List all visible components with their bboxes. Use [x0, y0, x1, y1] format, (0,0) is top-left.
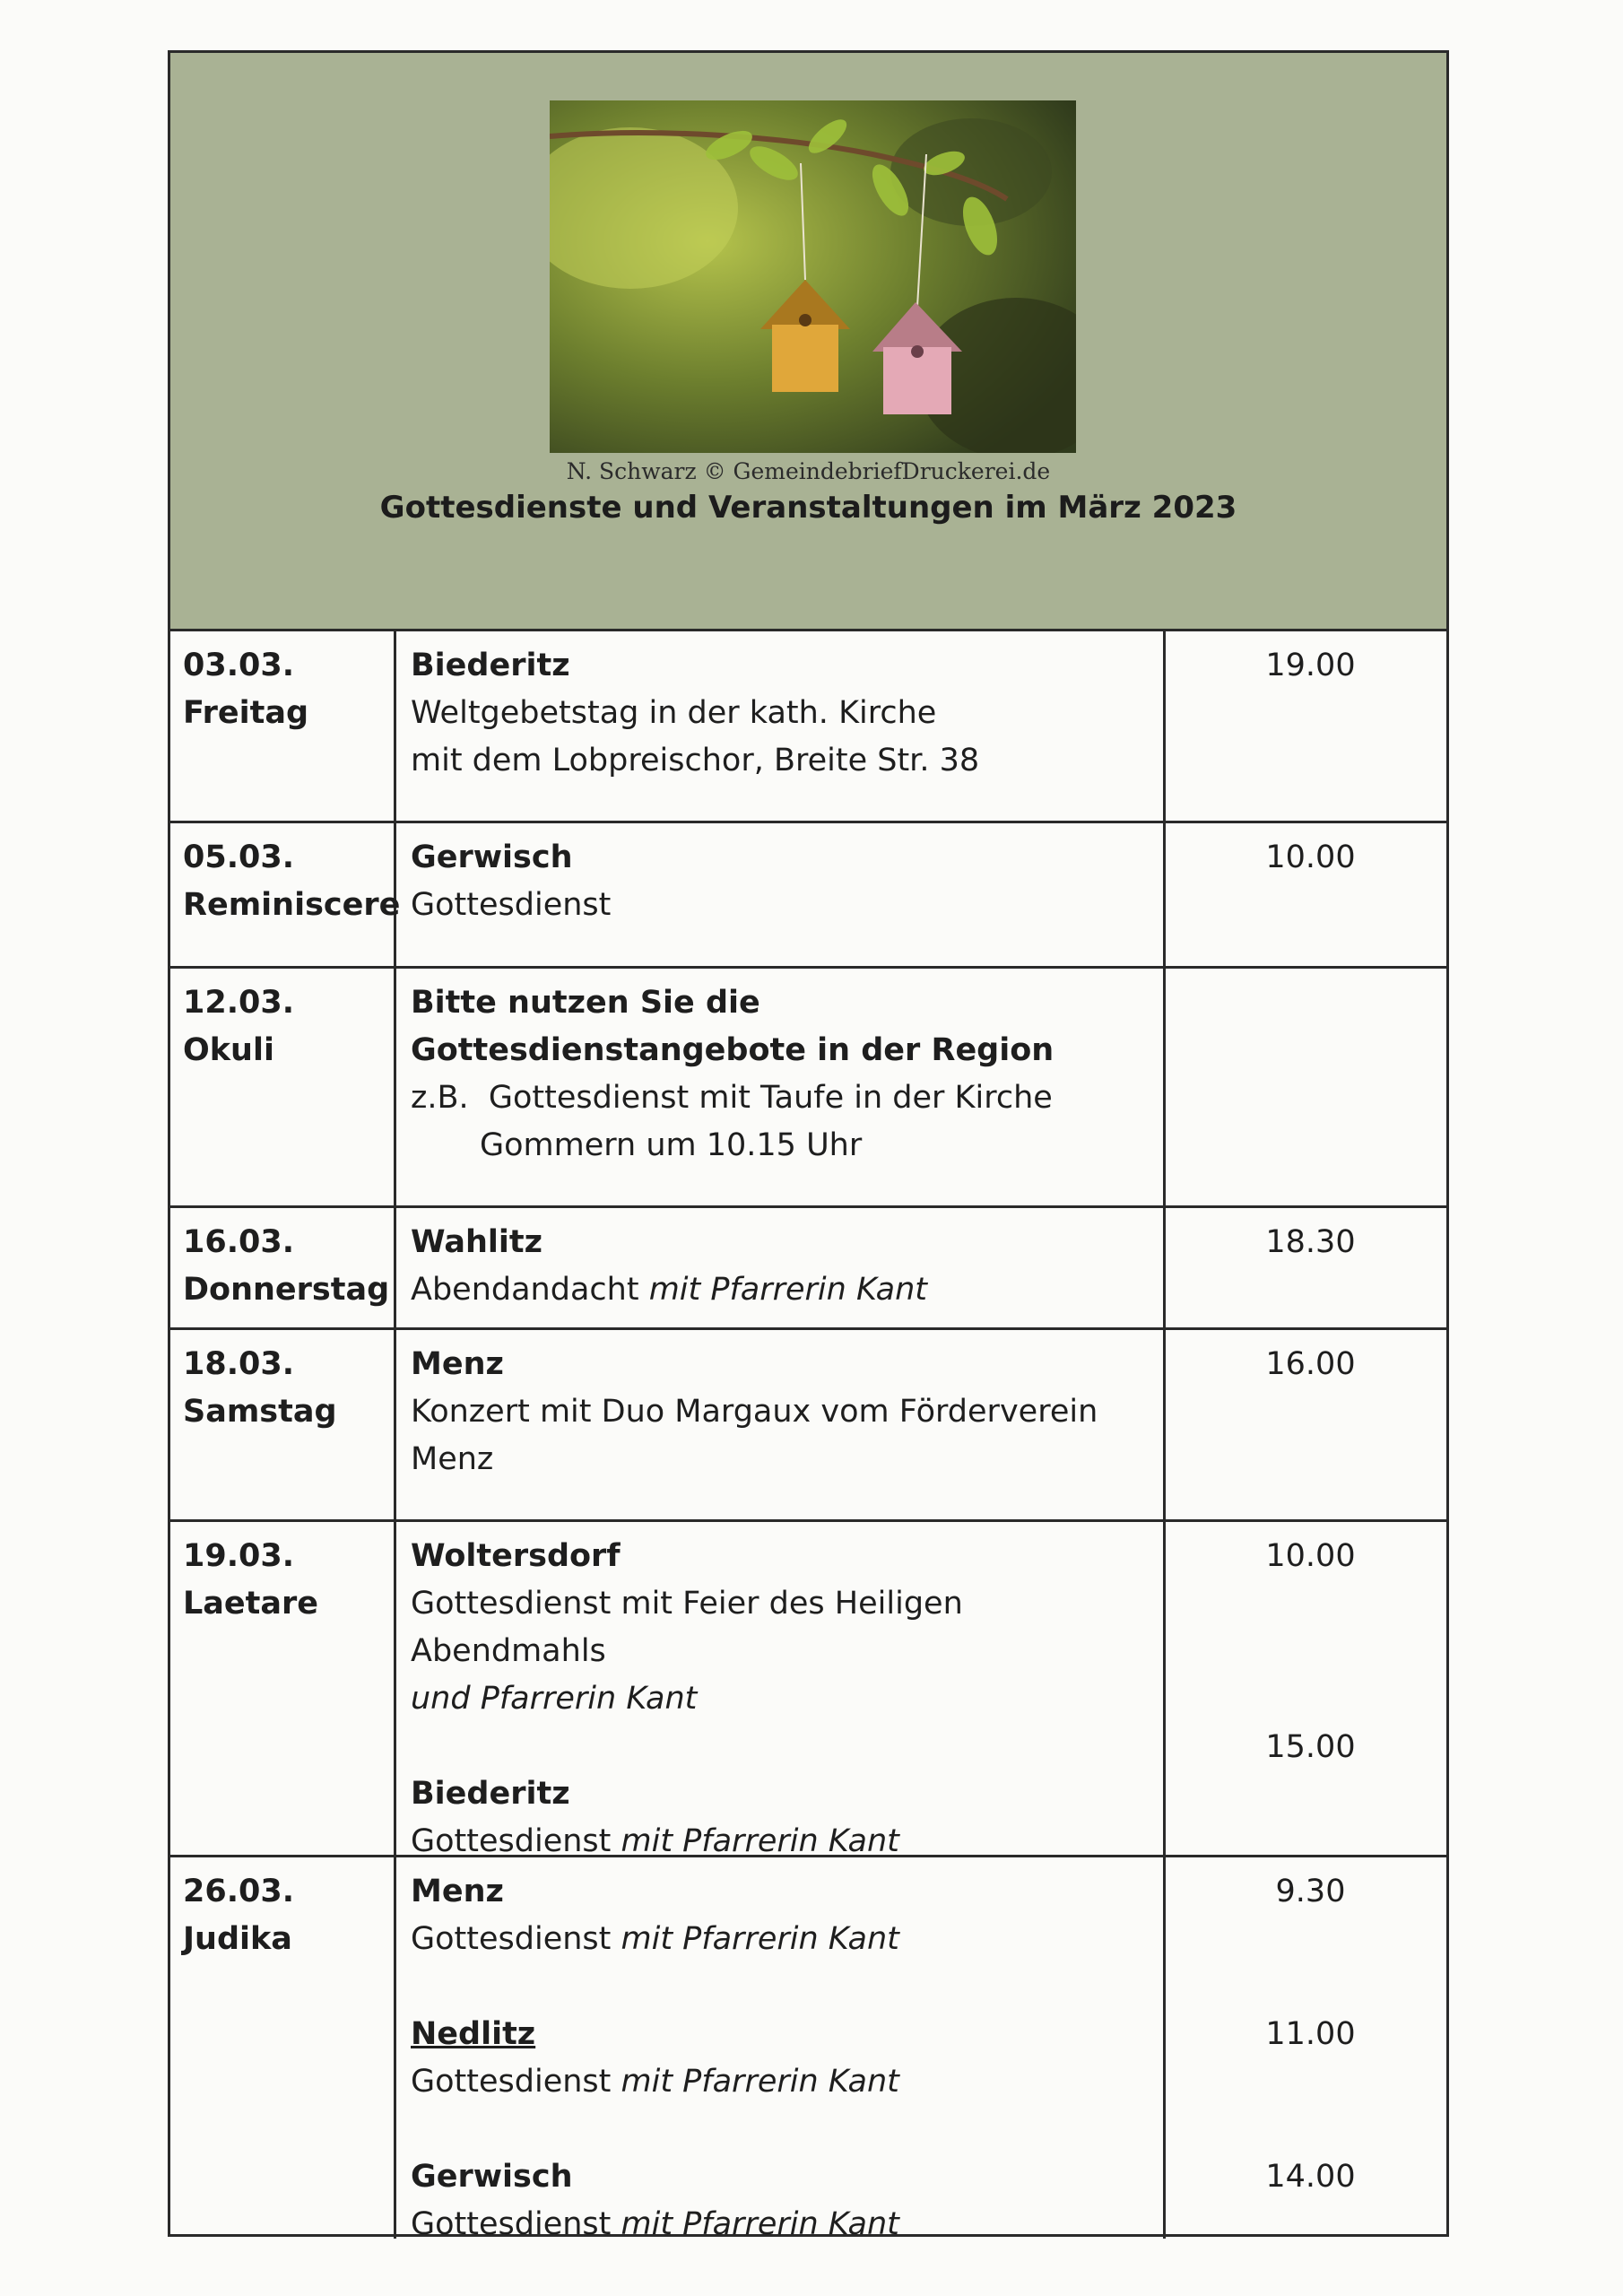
notice-heading: Bitte nutzen Sie die [411, 985, 760, 1021]
table-row [170, 1522, 1446, 1857]
header-panel [170, 53, 1446, 631]
date-cell [170, 1857, 396, 2239]
date: 26.03. [183, 1874, 295, 1909]
time: 10.00 [1265, 839, 1356, 875]
time: 18.30 [1265, 1224, 1356, 1260]
weekday: Samstag [183, 1394, 337, 1430]
pastor-note: mit Pfarrerin Kant [621, 2064, 899, 2100]
weekday: Freitag [183, 695, 309, 731]
time: 10.00 [1265, 1538, 1356, 1574]
event-cell [396, 1857, 1166, 2242]
notice-heading: Gottesdienstangebote in der Region [411, 1032, 1055, 1068]
time-cell [1166, 1330, 1446, 1519]
date: 19.03. [183, 1538, 295, 1574]
date: 12.03. [183, 985, 295, 1021]
weekday: Donnerstag [183, 1272, 390, 1308]
page-title: Gottesdienste und Veranstaltungen im März 2023 [379, 490, 1237, 526]
place: Woltersdorf [411, 1538, 621, 1574]
photo-credit: N. Schwarz © GemeindebriefDruckerei.de [566, 458, 1051, 484]
description-text: Gottesdienst [411, 2206, 612, 2242]
event-cell [396, 969, 1166, 1205]
event-cell [396, 1208, 1166, 1327]
time-cell [1166, 969, 1446, 1205]
pastor-note: mit Pfarrerin Kant [621, 1823, 899, 1859]
table-row [170, 969, 1446, 1208]
description-text: Gottesdienst [411, 1823, 612, 1859]
description: Konzert mit Duo Margaux vom Förderverein [411, 1394, 1098, 1430]
date: 18.03. [183, 1346, 295, 1382]
date: 05.03. [183, 839, 295, 875]
description [411, 1266, 1163, 1314]
date: 16.03. [183, 1224, 295, 1260]
description [411, 1916, 1163, 1963]
description [411, 2201, 1163, 2248]
place: Biederitz [411, 1776, 570, 1812]
notice-text: z.B. Gottesdienst mit Taufe in der Kirche [411, 1080, 1053, 1116]
time: 16.00 [1265, 1346, 1356, 1382]
event-cell [396, 1522, 1166, 1859]
place: Gerwisch [411, 2159, 573, 2195]
description: Weltgebetstag in der kath. Kirche [411, 695, 937, 731]
birdhouse-photo [550, 100, 1076, 453]
pastor-note: mit Pfarrerin Kant [621, 2206, 899, 2242]
schedule-table [170, 631, 1446, 2242]
event-cell [396, 631, 1166, 821]
table-row [170, 631, 1446, 823]
description: mit dem Lobpreischor, Breite Str. 38 [411, 743, 980, 778]
place: Nedlitz [411, 2016, 536, 2052]
weekday: Judika [183, 1921, 292, 1957]
description [411, 2058, 1163, 2106]
table-row [170, 1857, 1446, 2242]
table-row [170, 1330, 1446, 1522]
event-cell [396, 823, 1166, 966]
date-cell [170, 1330, 396, 1519]
date: 03.03. [183, 648, 295, 683]
place: Wahlitz [411, 1224, 542, 1260]
schedule-frame [168, 50, 1449, 2242]
table-row [170, 823, 1446, 969]
place: Biederitz [411, 648, 570, 683]
description-text: Abendandacht [411, 1272, 639, 1308]
description: Abendmahls [411, 1633, 606, 1669]
description: Gottesdienst mit Feier des Heiligen [411, 1586, 963, 1622]
time-cell [1166, 823, 1446, 966]
weekday: Okuli [183, 1032, 274, 1068]
event-cell [396, 1330, 1166, 1519]
date-cell [170, 1522, 396, 1855]
place: Menz [411, 1874, 504, 1909]
time: 11.00 [1265, 2016, 1356, 2052]
description-text: Gottesdienst [411, 1921, 612, 1957]
pastor-note: mit Pfarrerin Kant [621, 1921, 899, 1957]
time-cell [1166, 1208, 1446, 1327]
time-cell [1166, 631, 1446, 821]
description: Gottesdienst [411, 887, 612, 923]
weekday: Reminiscere [183, 887, 401, 923]
description: Menz [411, 1441, 494, 1477]
time: 9.30 [1275, 1874, 1346, 1909]
time: 14.00 [1265, 2159, 1356, 2195]
date-cell [170, 1208, 396, 1327]
pastor-note: und Pfarrerin Kant [411, 1681, 698, 1717]
time: 19.00 [1265, 648, 1356, 683]
pastor-note: mit Pfarrerin Kant [648, 1272, 928, 1308]
time: 15.00 [1265, 1729, 1356, 1765]
place: Menz [411, 1346, 504, 1382]
date-cell [170, 823, 401, 966]
weekday: Laetare [183, 1586, 319, 1622]
table-row [170, 1208, 1446, 1330]
date-cell [170, 969, 396, 1205]
date-cell [170, 631, 396, 821]
description-text: Gottesdienst [411, 2064, 612, 2100]
time-cell [1166, 1857, 1446, 2239]
place: Gerwisch [411, 839, 573, 875]
notice-text: Gommern um 10.15 Uhr [480, 1127, 863, 1163]
time-cell [1166, 1522, 1446, 1855]
